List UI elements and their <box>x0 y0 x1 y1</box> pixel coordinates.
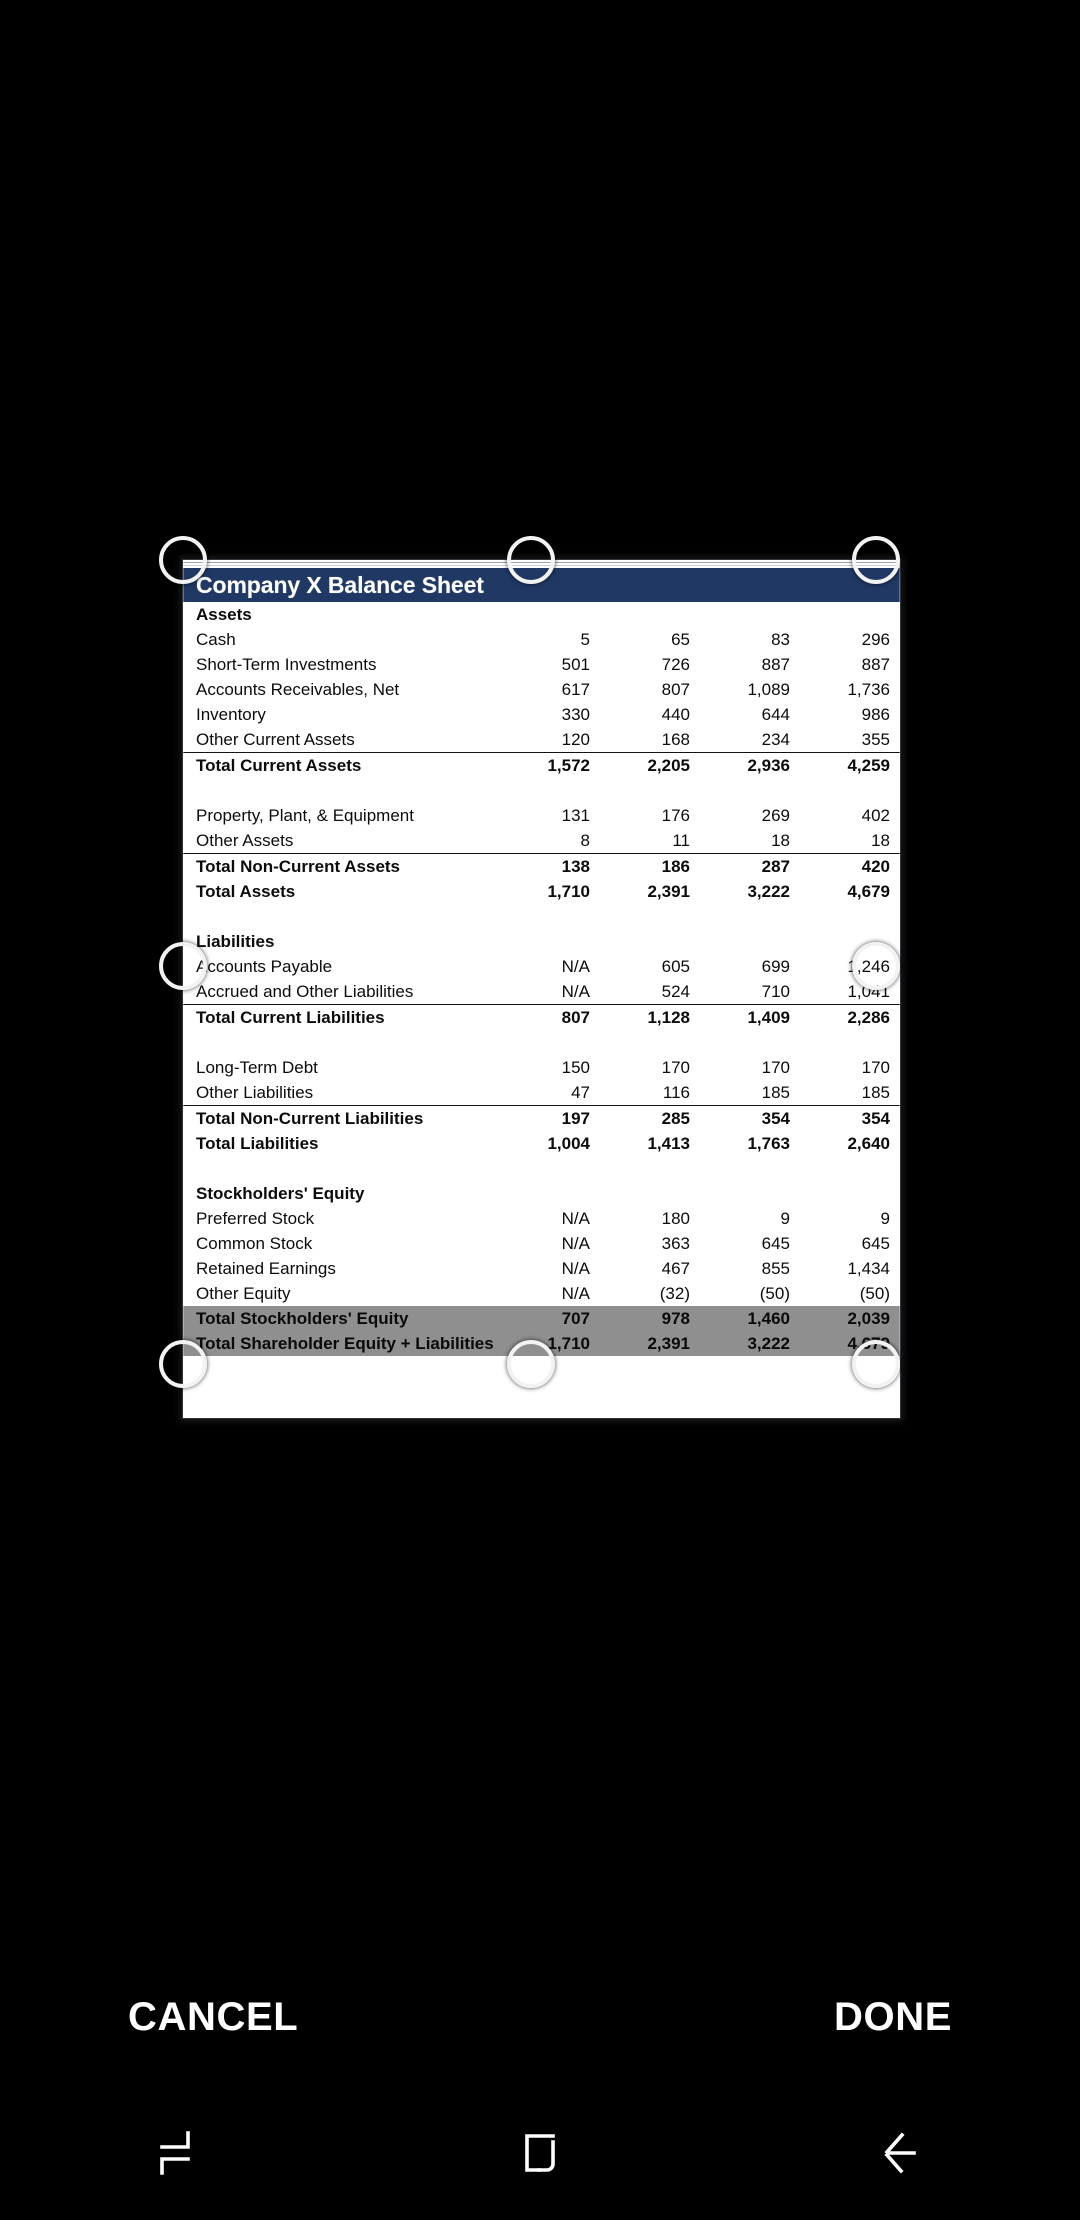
recents-button[interactable] <box>105 2103 255 2203</box>
row-value: 269 <box>761 806 790 825</box>
row-label: Total Non-Current Liabilities <box>183 1106 500 1132</box>
row-label: Short-Term Investments <box>196 655 377 674</box>
row-value: 180 <box>661 1209 690 1228</box>
row-value <box>500 929 600 954</box>
row-value: 9 <box>880 1209 890 1228</box>
row-value: 120 <box>561 730 590 749</box>
crop-handle-middle-right[interactable] <box>852 942 900 990</box>
balance-sheet-row <box>183 1206 900 1231</box>
row-label: Assets <box>196 605 252 624</box>
home-button[interactable] <box>465 2103 615 2203</box>
row-value: 710 <box>761 982 790 1001</box>
row-value: 855 <box>761 1259 790 1278</box>
balance-sheet-row <box>183 1080 900 1106</box>
row-value: (50) <box>759 1284 790 1303</box>
row-value: 420 <box>800 854 900 880</box>
row-value: 9 <box>780 1209 790 1228</box>
row-value: 1,409 <box>700 1005 800 1031</box>
row-label: Stockholders' Equity <box>196 1184 365 1203</box>
crop-handle-bottom-right[interactable] <box>852 1340 900 1388</box>
balance-sheet-row <box>183 1231 900 1256</box>
balance-sheet-table <box>183 602 900 1356</box>
row-value: 168 <box>661 730 690 749</box>
balance-sheet-row <box>183 929 900 954</box>
row-value: 2,391 <box>600 1331 700 1356</box>
balance-sheet-row <box>183 954 900 979</box>
row-value: 887 <box>861 655 890 674</box>
row-value: 2,205 <box>600 753 700 779</box>
row-value: 65 <box>671 630 690 649</box>
row-value: 138 <box>500 854 600 880</box>
row-label: Other Current Assets <box>196 730 355 749</box>
row-value: 2,640 <box>847 1134 890 1153</box>
row-value: 1,736 <box>847 680 890 699</box>
row-value: 726 <box>661 655 690 674</box>
row-value: N/A <box>561 1209 590 1228</box>
row-value: 3,222 <box>747 882 790 901</box>
row-value <box>600 602 700 627</box>
row-value: 1,710 <box>547 882 590 901</box>
crop-handle-bottom-center[interactable] <box>507 1340 555 1388</box>
balance-sheet-row <box>183 727 900 753</box>
balance-sheet-row <box>183 1005 900 1031</box>
android-navigation-bar <box>0 2085 1080 2220</box>
row-value: 47 <box>571 1083 590 1102</box>
row-value: 2,936 <box>700 753 800 779</box>
row-value: 440 <box>661 705 690 724</box>
scanned-document[interactable] <box>183 560 900 1418</box>
row-label: Accrued and Other Liabilities <box>196 982 414 1001</box>
row-value: 116 <box>662 1083 690 1102</box>
row-label: Total Current Liabilities <box>183 1005 500 1031</box>
row-label: Total Shareholder Equity + Liabilities <box>183 1331 500 1356</box>
recents-icon <box>152 2125 208 2181</box>
row-spacer <box>183 1156 900 1181</box>
row-value: 1,460 <box>700 1306 800 1331</box>
row-value: 170 <box>861 1058 890 1077</box>
row-value: 354 <box>700 1106 800 1132</box>
balance-sheet-row <box>183 854 900 880</box>
row-label: Other Equity <box>196 1284 291 1303</box>
row-value: 807 <box>661 680 690 699</box>
row-value: 1,763 <box>747 1134 790 1153</box>
row-label: Cash <box>196 630 236 649</box>
balance-sheet-row <box>183 904 900 929</box>
row-value <box>800 1181 900 1206</box>
balance-sheet-row <box>183 1055 900 1080</box>
row-value: 285 <box>600 1106 700 1132</box>
balance-sheet-row <box>183 1106 900 1132</box>
balance-sheet-row <box>183 1281 900 1306</box>
row-label: Property, Plant, & Equipment <box>196 806 414 825</box>
row-value: 2,039 <box>800 1306 900 1331</box>
row-value <box>700 929 800 954</box>
row-value: 131 <box>561 806 590 825</box>
row-value: 185 <box>761 1083 790 1102</box>
row-value: 4,259 <box>800 753 900 779</box>
row-value: 1,041 <box>847 982 890 1001</box>
row-label: Preferred Stock <box>196 1209 315 1228</box>
row-value: 170 <box>661 1058 690 1077</box>
balance-sheet-row <box>183 879 900 904</box>
row-value <box>800 602 900 627</box>
balance-sheet-row <box>183 1131 900 1156</box>
row-value <box>600 1181 700 1206</box>
row-value: 354 <box>800 1106 900 1132</box>
row-label: Liabilities <box>196 932 275 951</box>
row-value: 363 <box>661 1234 690 1253</box>
row-value: 150 <box>561 1058 590 1077</box>
row-value: 176 <box>661 806 690 825</box>
balance-sheet-row <box>183 753 900 779</box>
row-value: 287 <box>700 854 800 880</box>
balance-sheet-row <box>183 803 900 828</box>
row-label: Other Liabilities <box>196 1083 314 1102</box>
balance-sheet-row <box>183 652 900 677</box>
crop-handle-middle-left[interactable] <box>159 942 207 990</box>
row-value: 11 <box>672 831 690 850</box>
row-value: 8 <box>580 831 590 850</box>
row-value: 170 <box>761 1058 790 1077</box>
row-value: 330 <box>561 705 590 724</box>
balance-sheet-row <box>183 1256 900 1281</box>
row-value: 807 <box>500 1005 600 1031</box>
back-button[interactable] <box>825 2103 975 2203</box>
row-label: Total Current Assets <box>183 753 500 779</box>
balance-sheet-row <box>183 1156 900 1181</box>
row-value: N/A <box>561 1284 590 1303</box>
row-value: (32) <box>659 1284 690 1303</box>
row-label: Total Stockholders' Equity <box>183 1306 500 1331</box>
home-icon <box>512 2125 568 2181</box>
row-value <box>500 1181 600 1206</box>
row-label: Total Liabilities <box>196 1134 319 1153</box>
row-spacer <box>183 904 900 929</box>
row-value: 186 <box>600 854 700 880</box>
row-value <box>700 1181 800 1206</box>
row-label: Total Non-Current Assets <box>183 854 500 880</box>
row-value: 296 <box>861 630 890 649</box>
balance-sheet-body <box>183 602 900 1356</box>
row-value: 1,572 <box>500 753 600 779</box>
row-value: 1,089 <box>747 680 790 699</box>
done-button[interactable]: DONE <box>820 1985 966 2050</box>
row-value: 699 <box>761 957 790 976</box>
row-spacer <box>183 778 900 803</box>
row-label: Long-Term Debt <box>196 1058 318 1077</box>
row-value: 18 <box>871 831 890 850</box>
row-value: 83 <box>771 630 790 649</box>
row-value: 887 <box>761 655 790 674</box>
cancel-button[interactable]: CANCEL <box>114 1985 312 2050</box>
row-label: Common Stock <box>196 1234 313 1253</box>
row-value: 197 <box>500 1106 600 1132</box>
row-value: 501 <box>561 655 590 674</box>
row-value <box>600 929 700 954</box>
row-value <box>500 602 600 627</box>
row-value: 1,128 <box>600 1005 700 1031</box>
crop-handle-top-left[interactable] <box>159 536 207 584</box>
balance-sheet-row <box>183 627 900 652</box>
row-value: 644 <box>761 705 790 724</box>
row-value: 978 <box>600 1306 700 1331</box>
row-value: 355 <box>861 730 890 749</box>
row-value: 1,413 <box>647 1134 690 1153</box>
row-value: 4,679 <box>800 1331 900 1356</box>
row-value: 2,391 <box>647 882 690 901</box>
balance-sheet-row <box>183 1030 900 1055</box>
row-value <box>700 602 800 627</box>
row-value: 4,679 <box>847 882 890 901</box>
row-value: 2,286 <box>800 1005 900 1031</box>
row-value: 645 <box>861 1234 890 1253</box>
row-value: 645 <box>761 1234 790 1253</box>
row-value: 402 <box>861 806 890 825</box>
row-value: 234 <box>761 730 790 749</box>
row-spacer <box>183 1030 900 1055</box>
balance-sheet-row <box>183 677 900 702</box>
document-title: Company X Balance Sheet <box>196 571 484 598</box>
balance-sheet-row <box>183 1306 900 1331</box>
crop-handle-bottom-left[interactable] <box>159 1340 207 1388</box>
row-value: 3,222 <box>700 1331 800 1356</box>
row-value: (50) <box>859 1284 890 1303</box>
balance-sheet-row <box>183 602 900 627</box>
row-value: 707 <box>500 1306 600 1331</box>
row-value: N/A <box>561 1234 590 1253</box>
back-icon <box>872 2125 928 2181</box>
row-label: Retained Earnings <box>196 1259 336 1278</box>
row-value: 18 <box>771 831 790 850</box>
document-page <box>183 560 900 1418</box>
row-value: 467 <box>661 1259 690 1278</box>
balance-sheet-row <box>183 828 900 854</box>
balance-sheet-row <box>183 979 900 1005</box>
balance-sheet-row <box>183 1181 900 1206</box>
crop-handle-top-right[interactable] <box>852 536 900 584</box>
balance-sheet-row <box>183 702 900 727</box>
row-value: N/A <box>561 982 590 1001</box>
row-value: N/A <box>561 957 590 976</box>
row-label: Accounts Payable <box>196 957 333 976</box>
row-value: 617 <box>561 680 590 699</box>
balance-sheet-row <box>183 778 900 803</box>
row-value: 5 <box>580 630 590 649</box>
row-value: 605 <box>661 957 690 976</box>
row-value: 524 <box>661 982 690 1001</box>
action-bar <box>0 1955 1080 2080</box>
row-value: N/A <box>561 1259 590 1278</box>
row-label: Accounts Receivables, Net <box>196 680 400 699</box>
row-value: 1,434 <box>847 1259 890 1278</box>
row-label: Inventory <box>196 705 266 724</box>
row-label: Other Assets <box>196 831 294 850</box>
row-value: 1,246 <box>847 957 890 976</box>
row-value: 986 <box>861 705 890 724</box>
crop-handle-top-center[interactable] <box>507 536 555 584</box>
row-value: 1,710 <box>500 1331 600 1356</box>
row-value: 1,004 <box>547 1134 590 1153</box>
row-value: 185 <box>861 1083 890 1102</box>
row-label: Total Assets <box>196 882 296 901</box>
